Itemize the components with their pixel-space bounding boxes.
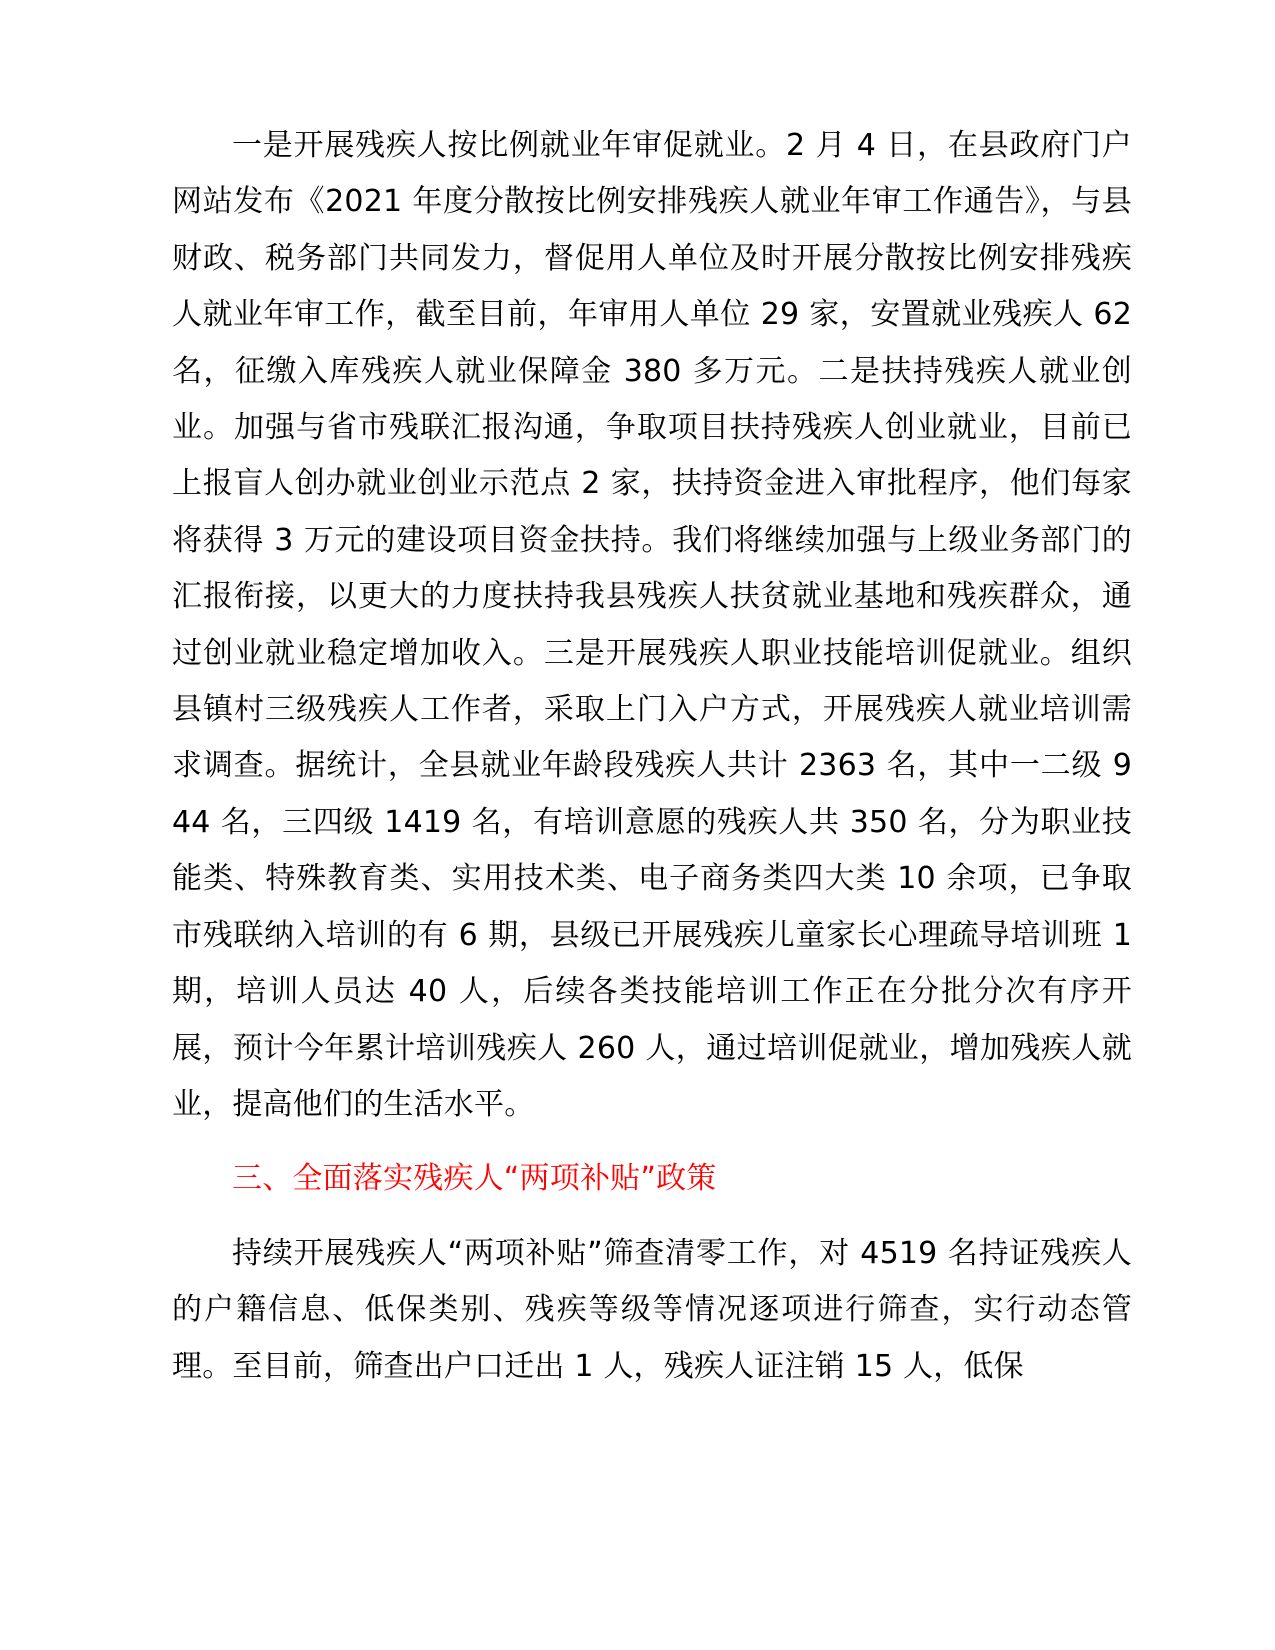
document-body: [172, 118, 1132, 1395]
section-heading-subsidies: 三、全面落实残疾人“两项补贴”政策: [232, 1161, 717, 1197]
body-paragraph-subsidies: 持续开展残疾人“两项补贴”筛查清零工作，对 4519 名持证残疾人的户籍信息、低保类别、残疾等级等情况逐项进行筛查，实行动态管理。至目前，筛查出户口迁出 1 人，残疾人证注销 15 人，低保: [172, 1235, 1132, 1384]
body-paragraph-employment: 一是开展残疾人按比例就业年审促就业。2 月 4 日，在县政府门户网站发布《2021 年度分散按比例安排残疾人就业年审工作通告》，与县财政、税务部门共同发力，督促用人单位及时开展分散按比例安排残疾人就业年审工作，截至目前，年审用人单位 29 家，安置就业残疾人 62 名，征缴入库残疾人就业保障金 380 多万元。二是扶持残疾人就业创业。加强与省市残联汇报沟通，争取项目扶持残疾人创业就业，目前已上报盲人创办就业创业示范点 2 家，扶持资金进入审批程序，他们每家将获得 3 万元的建设项目资金扶持。我们将继续加强与上级业务部门的汇报衔接，以更大的力度扶持我县残疾人扶贫就业基地和残疾群众，通过创业就业稳定增加收入。三是开展残疾人职业技能培训促就业。组织县镇村三级残疾人工作者，采取上门入户方式，开展残疾人就业培训需求调查。据统计，全县就业年龄段残疾人共计 2363 名，其中一二级 944 名，三四级 1419 名，有培训意愿的残疾人共 350 名，分为职业技能类、特殊教育类、实用技术类、电子商务类四大类 10 余项，已争取市残联纳入培训的有 6 期，县级已开展残疾儿童家长心理疏导培训班 1 期，培训人员达 40 人，后续各类技能培训工作正在分批分次有序开展，预计今年累计培训残疾人 260 人，通过培训促就业，增加残疾人就业，提高他们的生活水平。: [172, 128, 1132, 1122]
